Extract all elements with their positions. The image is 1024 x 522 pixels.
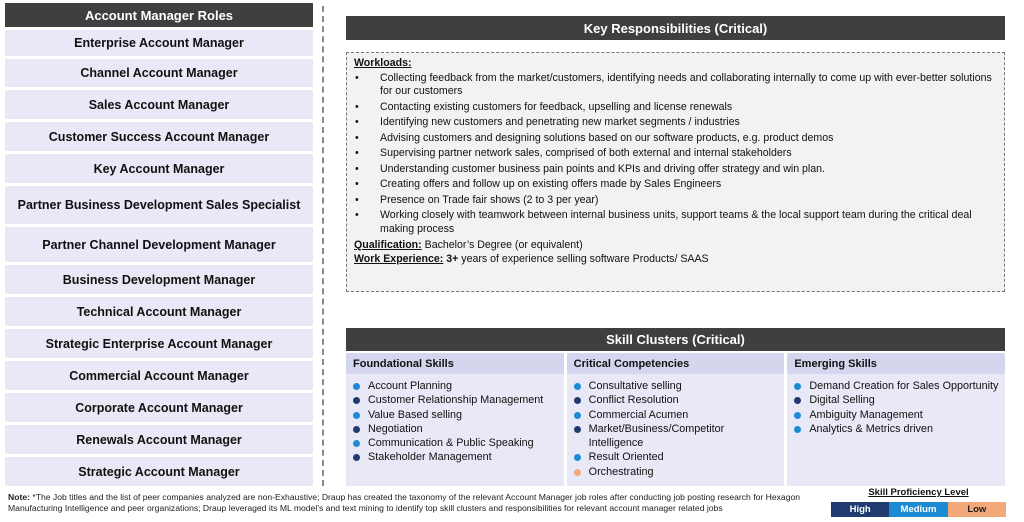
legend-title: Skill Proficiency Level [868, 487, 969, 498]
role-item: Technical Account Manager [5, 297, 313, 326]
skill-item [794, 393, 999, 407]
workload-item [354, 101, 997, 115]
skill-list [346, 374, 564, 465]
proficiency-dot-icon [353, 412, 360, 419]
proficiency-dot-icon [353, 397, 360, 404]
experience-value: years of experience selling software Products/ SAAS [461, 253, 709, 266]
proficiency-dot-icon [574, 469, 581, 476]
skill-item [353, 422, 558, 436]
footnote [8, 492, 820, 514]
workloads-list [354, 72, 997, 237]
note-text: *The Job titles and the list of peer companies analyzed are non-Exhaustive; Draup has created the taxonomy of the relevant Account Manager job roles after conducting job posting research for Hexagon Manufacturing Intelligence and peer organizations; Draup leveraged its ML model’s and text mining to identify top skill clusters and responsibilities for relevant account manager related jobs [8, 492, 801, 514]
skill-label: Result Oriented [588, 451, 664, 464]
bullet-icon: • [355, 100, 359, 113]
role-item: Customer Success Account Manager [5, 122, 313, 151]
roles-list [5, 30, 313, 486]
roles-header: Account Manager Roles [5, 3, 313, 27]
workload-item [354, 116, 997, 130]
workload-text: Collecting feedback from the market/customers, identifying needs and collaborating internally to come up with ever-better solutions for our customers [380, 71, 992, 98]
proficiency-legend [831, 502, 1006, 517]
skill-label: Account Planning [368, 380, 453, 392]
skill-label: Communication & Public Speaking [368, 437, 534, 449]
proficiency-dot-icon [353, 383, 360, 390]
skill-list [787, 374, 1005, 436]
bullet-icon: • [355, 193, 359, 206]
responsibilities-header: Key Responsibilities (Critical) [346, 16, 1005, 40]
workload-item [354, 194, 997, 208]
workload-text: Identifying new customers and penetrating new market segments / industries [380, 116, 740, 129]
skill-label: Commercial Acumen [588, 408, 689, 421]
workload-item [354, 72, 997, 99]
skills-columns [346, 353, 1005, 486]
role-item: Enterprise Account Manager [5, 30, 313, 56]
role-item: Key Account Manager [5, 154, 313, 183]
proficiency-dot-icon [353, 454, 360, 461]
role-item: Corporate Account Manager [5, 393, 313, 422]
skill-item [794, 379, 999, 393]
skill-item [353, 408, 558, 422]
skill-column [567, 353, 785, 486]
proficiency-dot-icon [574, 397, 581, 404]
workload-text: Presence on Trade fair shows (2 to 3 per year) [380, 193, 599, 206]
skill-item [353, 393, 558, 407]
role-item: Channel Account Manager [5, 59, 313, 87]
proficiency-dot-icon [574, 412, 581, 419]
skill-item [353, 436, 558, 450]
skill-column-title: Emerging Skills [787, 353, 1005, 374]
bullet-icon: • [355, 162, 359, 175]
responsibilities-box [346, 52, 1005, 292]
experience-label: Work Experience: [354, 253, 444, 266]
proficiency-dot-icon [353, 426, 360, 433]
skill-label: Value Based selling [368, 408, 463, 421]
bullet-icon: • [355, 71, 359, 84]
workload-text: Working closely with teamwork between internal business units, support teams & the local support team during the critical deal making process [380, 209, 972, 236]
roles-panel [5, 3, 313, 486]
proficiency-dot-icon [794, 383, 801, 390]
legend-medium: Medium [889, 502, 947, 517]
workload-text: Creating offers and follow up on existing offers made by Sales Engineers [380, 178, 722, 191]
bullet-icon: • [355, 147, 359, 160]
workload-item [354, 147, 997, 161]
skills-header: Skill Clusters (Critical) [346, 328, 1005, 351]
workload-text: Advising customers and designing solutions based on our software products, e.g. product demos [380, 131, 834, 144]
qualification-label: Qualification: [354, 238, 422, 251]
skill-label: Market/Business/Competitor Intelligence [588, 422, 725, 449]
workload-item [354, 132, 997, 146]
workload-item [354, 178, 997, 192]
skill-label: Analytics & Metrics driven [809, 422, 933, 435]
note-label: Note: [8, 492, 30, 502]
role-item: Renewals Account Manager [5, 425, 313, 454]
vertical-divider [322, 6, 324, 486]
workloads-label: Workloads: [354, 57, 412, 69]
skill-label: Consultative selling [588, 380, 682, 392]
skill-item [794, 408, 999, 422]
bullet-icon: • [355, 209, 359, 222]
skill-column [787, 353, 1005, 486]
workload-text: Understanding customer business pain points and KPIs and driving offer strategy and win plan. [380, 162, 826, 175]
proficiency-dot-icon [794, 412, 801, 419]
skill-label: Ambiguity Management [809, 408, 923, 421]
skill-item [353, 379, 558, 393]
role-item: Strategic Account Manager [5, 457, 313, 486]
skill-column-title: Critical Competencies [567, 353, 785, 374]
skill-item [574, 408, 779, 422]
proficiency-dot-icon [574, 426, 581, 433]
legend-low: Low [948, 502, 1006, 517]
skill-label: Orchestrating [588, 465, 654, 478]
proficiency-dot-icon [794, 397, 801, 404]
qualification-line [354, 239, 997, 253]
qualification-value: Bachelor’s Degree (or equivalent) [424, 238, 583, 251]
experience-line [354, 253, 997, 267]
skill-item [574, 422, 779, 451]
skill-item [353, 450, 558, 464]
workload-text: Contacting existing customers for feedback, upselling and license renewals [380, 100, 733, 113]
role-item: Sales Account Manager [5, 90, 313, 119]
skill-column-title: Foundational Skills [346, 353, 564, 374]
proficiency-dot-icon [574, 454, 581, 461]
workload-item [354, 163, 997, 177]
bullet-icon: • [355, 178, 359, 191]
experience-years: 3+ [446, 253, 459, 266]
role-item: Commercial Account Manager [5, 361, 313, 390]
skill-item [574, 465, 779, 479]
skill-list [567, 374, 785, 479]
skill-label: Negotiation [368, 422, 423, 435]
skill-label: Stakeholder Management [368, 451, 492, 464]
skill-item [574, 379, 779, 393]
bullet-icon: • [355, 116, 359, 129]
proficiency-dot-icon [574, 383, 581, 390]
skill-item [794, 422, 999, 436]
proficiency-dot-icon [794, 426, 801, 433]
skill-item [574, 450, 779, 464]
workload-text: Supervising partner network sales, comprised of both external and internal stakeholders [380, 147, 792, 160]
skill-item [574, 393, 779, 407]
skill-label: Digital Selling [809, 394, 875, 407]
legend-high: High [831, 502, 889, 517]
role-item: Partner Business Development Sales Specialist [5, 186, 313, 224]
skill-label: Customer Relationship Management [368, 394, 544, 407]
role-item: Partner Channel Development Manager [5, 227, 313, 262]
bullet-icon: • [355, 131, 359, 144]
role-item: Strategic Enterprise Account Manager [5, 329, 313, 358]
workload-item [354, 209, 997, 236]
skill-label: Conflict Resolution [588, 394, 679, 407]
proficiency-dot-icon [353, 440, 360, 447]
skill-label: Demand Creation for Sales Opportunity [809, 380, 999, 392]
role-item: Business Development Manager [5, 265, 313, 294]
skill-column [346, 353, 564, 486]
